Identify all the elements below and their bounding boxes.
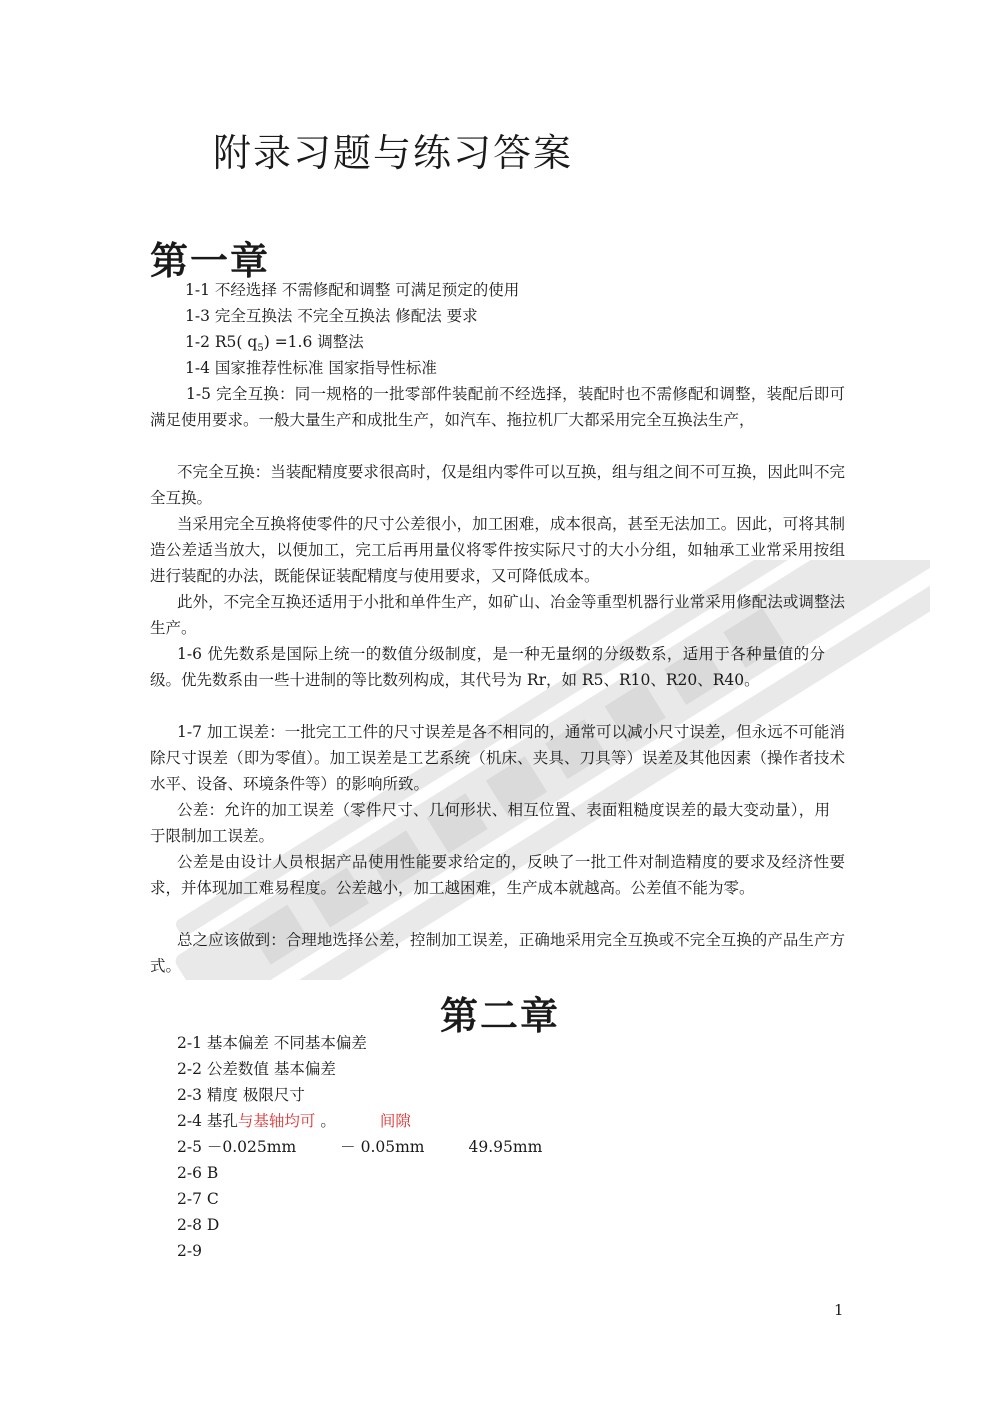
answer-2-5-value-1: －0.025mm — [206, 1138, 297, 1156]
answer-2-3: 2-3 精度 极限尺寸 — [177, 1086, 305, 1104]
answer-1-2-sub: 5 — [257, 343, 264, 355]
answer-1-7-paragraph-1: 1-7 加工误差：一批完工工件的尺寸误差是各不相同的，通常可以减小尺寸误差，但永远不可能消除尺寸误差（即为零值）。加工误差是工艺系统（机床、夹具、刀具等）误差及其他因素（操作者技术水平、设备、环境条件等）的影响所致。 — [150, 723, 845, 793]
answer-2-1: 2-1 基本偏差 不同基本偏差 — [177, 1034, 367, 1052]
answer-2-8: 2-8 D — [177, 1216, 220, 1234]
answer-2-4-prefix: 2-4 基孔 — [177, 1112, 238, 1130]
answer-2-5-label: 2-5 — [177, 1138, 207, 1156]
answer-1-7-paragraph-2: 公差：允许的加工误差（零件尺寸、几何形状、相互位置、表面粗糙度误差的最大变动量），用于限制加工误差。 — [150, 801, 830, 845]
answer-2-9: 2-9 — [177, 1242, 202, 1260]
answer-1-5-paragraph-3: 当采用完全互换将使零件的尺寸公差很小，加工困难，成本很高，甚至无法加工。因此，可将其制造公差适当放大，以便加工，完工后再用量仪将零件按实际尺寸的大小分组，如轴承工业常采用按组进行装配的办法，既能保证装配精度与使用要求，又可降低成本。 — [150, 515, 845, 585]
answer-2-4-red-text-1: 与基轴均可 — [237, 1112, 316, 1130]
answer-1-1: 1-1 不经选择 不需修配和调整 可满足预定的使用 — [185, 281, 520, 299]
answer-2-5 — [177, 1134, 542, 1160]
answer-1-4: 1-4 国家推荐性标准 国家指导性标准 — [185, 359, 437, 377]
answer-1-7-paragraph-3: 公差是由设计人员根据产品使用性能要求给定的，反映了一批工件对制造精度的要求及经济性要求，并体现加工难易程度。公差越小，加工越困难，生产成本就越高。公差值不能为零。 — [150, 853, 845, 897]
chapter-2-heading: 第二章 — [440, 993, 561, 1038]
answer-1-5-paragraph-1: 1-5 完全互换：同一规格的一批零部件装配前不经选择，装配时也不需修配和调整，装配后即可满足使用要求。一般大量生产和成批生产，如汽车、拖拉机厂大都采用完全互换法生产， — [150, 385, 845, 429]
page-title: 附录习题与练习答案 — [213, 131, 574, 175]
answer-1-2-suffix: ) =1.6 调整法 — [263, 333, 364, 351]
answer-2-7: 2-7 C — [177, 1190, 219, 1208]
answer-1-2-prefix: 1-2 R5( — [185, 333, 243, 351]
answer-2-4-red-text-2: 间隙 — [379, 1112, 411, 1130]
answer-1-6: 1-6 优先数系是国际上统一的数值分级制度，是一种无量纲的分级数系，适用于各种量值的分级。优先数系由一些十进制的等比数列构成，其代号为 Rr，如 R5、R10、R20、R40。 — [150, 645, 825, 689]
answer-2-6: 2-6 B — [177, 1164, 219, 1182]
answer-1-2-q: q — [247, 333, 258, 351]
answer-1-5-paragraph-2: 不完全互换：当装配精度要求很高时，仅是组内零件可以互换，组与组之间不可互换，因此叫不完全互换。 — [150, 463, 845, 507]
answer-1-3: 1-3 完全互换法 不完全互换法 修配法 要求 — [185, 307, 478, 325]
answer-2-5-value-2: － 0.05mm — [340, 1138, 425, 1156]
answer-1-7-paragraph-4: 总之应该做到：合理地选择公差，控制加工误差，正确地采用完全互换或不完全互换的产品生产方式。 — [150, 931, 845, 975]
answer-2-2: 2-2 公差数值 基本偏差 — [177, 1060, 336, 1078]
page-number: 1 — [834, 1301, 844, 1319]
answer-2-4-mid: 。 — [315, 1112, 336, 1130]
answer-2-4 — [177, 1108, 411, 1134]
answer-1-5-paragraph-4: 此外，不完全互换还适用于小批和单件生产，如矿山、冶金等重型机器行业常采用修配法或调整法生产。 — [150, 593, 845, 637]
chapter-1-heading: 第一章 — [150, 238, 271, 283]
answer-2-5-value-3: 49.95mm — [468, 1138, 543, 1156]
